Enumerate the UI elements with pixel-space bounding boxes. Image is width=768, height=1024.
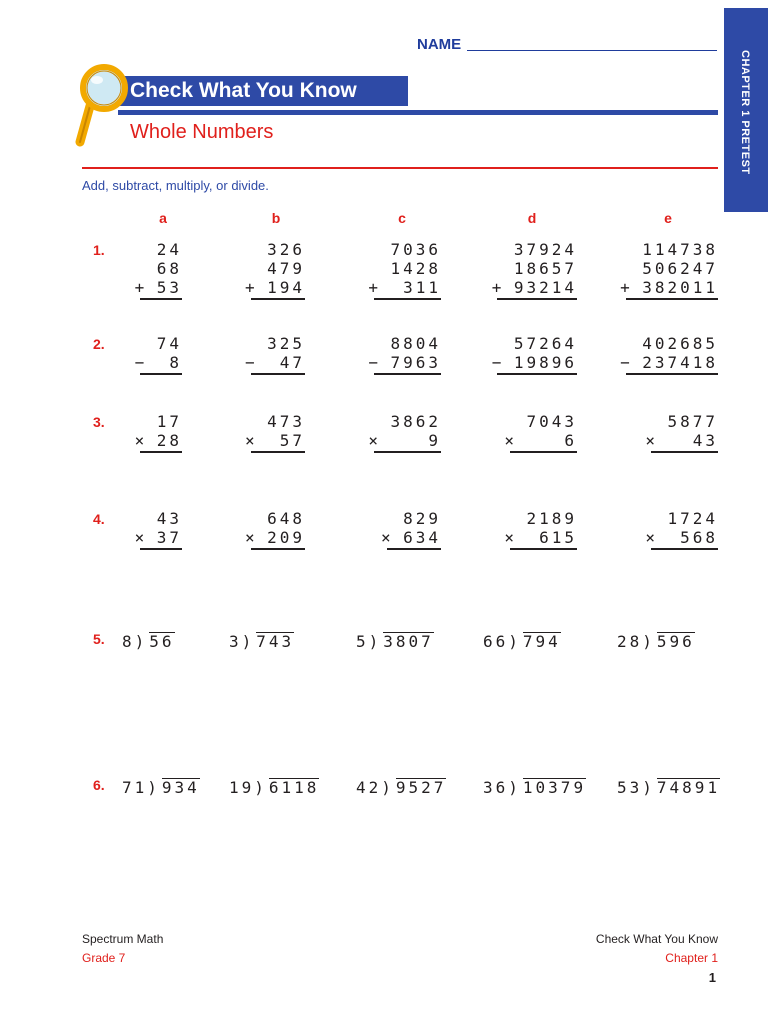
operand: 37	[156, 528, 182, 547]
division-problem-5-a[interactable]	[122, 632, 175, 651]
operator-sign: −	[134, 353, 145, 372]
answer-line	[140, 298, 182, 300]
operand: 93214	[513, 278, 577, 297]
answer-line	[251, 548, 305, 550]
division-problem-5-c[interactable]	[356, 632, 434, 651]
operand-line	[598, 353, 718, 372]
column-letter-d: d	[527, 210, 537, 226]
operator-sign: ×	[380, 528, 391, 547]
operator-sign: ×	[645, 528, 655, 547]
operator-sign: −	[620, 353, 630, 372]
operand-line	[185, 431, 305, 450]
operator-sign: −	[491, 353, 502, 372]
operator-sign: −	[244, 353, 255, 372]
operand-line	[457, 412, 577, 431]
page-title: Check What You Know	[130, 79, 357, 102]
operand-line	[457, 240, 577, 259]
section-divider	[82, 167, 718, 169]
operand-line	[62, 278, 182, 297]
operand-line	[321, 528, 441, 547]
divisor: 36	[483, 778, 509, 797]
division-bracket: )	[147, 778, 160, 797]
footer-series: Spectrum Math	[82, 932, 164, 946]
column-letter-c: c	[398, 210, 406, 226]
operand: 3862	[390, 412, 441, 431]
divisor: 19	[229, 778, 255, 797]
answer-line	[497, 373, 577, 375]
operator-sign: +	[134, 278, 145, 297]
answer-line	[374, 451, 441, 453]
divisor: 8	[122, 632, 135, 651]
problem-2-e[interactable]	[598, 334, 718, 372]
dividend: 56	[149, 632, 175, 651]
operand: 68	[156, 259, 182, 278]
operand: 326	[267, 240, 305, 259]
problem-4-e[interactable]	[598, 509, 718, 547]
operand-line	[321, 431, 441, 450]
operand: 17	[156, 412, 182, 431]
problem-1-e[interactable]	[598, 240, 718, 297]
problem-4-d[interactable]	[457, 509, 577, 547]
operand-line	[598, 528, 718, 547]
divisor: 5	[356, 632, 369, 651]
division-bracket: )	[508, 778, 521, 797]
division-problem-5-e[interactable]	[617, 632, 695, 651]
dividend: 596	[656, 632, 695, 651]
dividend: 6118	[268, 778, 320, 797]
operator-sign: +	[491, 278, 502, 297]
division-bracket: )	[381, 778, 394, 797]
problem-2-a[interactable]	[62, 334, 182, 372]
operand-line	[321, 412, 441, 431]
operand-line	[185, 412, 305, 431]
answer-line	[387, 548, 441, 550]
problem-4-c[interactable]	[321, 509, 441, 547]
division-bracket: )	[254, 778, 267, 797]
operator-sign: −	[368, 353, 378, 372]
answer-line	[251, 298, 305, 300]
operand-line	[598, 431, 718, 450]
operand: 473	[267, 412, 305, 431]
title-divider	[118, 110, 718, 115]
column-letter-e: e	[664, 210, 672, 226]
divisor: 42	[356, 778, 382, 797]
division-bracket: )	[508, 632, 521, 651]
problem-2-d[interactable]	[457, 334, 577, 372]
operator-sign: +	[244, 278, 255, 297]
division-problem-6-b[interactable]	[229, 778, 319, 797]
operand-line	[321, 278, 441, 297]
footer-section: Check What You Know	[595, 932, 718, 946]
operand-line	[457, 509, 577, 528]
operator-sign: ×	[645, 431, 655, 450]
problem-3-a[interactable]	[62, 412, 182, 450]
problem-3-c[interactable]	[321, 412, 441, 450]
operand: 615	[539, 528, 577, 547]
problem-3-b[interactable]	[185, 412, 305, 450]
operand: 2189	[526, 509, 577, 528]
operand-line	[598, 278, 718, 297]
answer-line	[374, 373, 441, 375]
answer-line	[140, 373, 182, 375]
operand: 1428	[390, 259, 441, 278]
name-label: NAME	[417, 36, 462, 53]
operand: 8804	[390, 334, 441, 353]
divisor: 3	[229, 632, 242, 651]
operand: 402685	[642, 334, 718, 353]
name-field-line[interactable]	[467, 50, 717, 51]
footer-grade: Grade 7	[82, 951, 126, 965]
division-problem-5-b[interactable]	[229, 632, 294, 651]
operand-line	[185, 509, 305, 528]
footer-chapter: Chapter 1	[665, 951, 718, 965]
operator-sign: ×	[244, 431, 255, 450]
operand: 24	[156, 240, 182, 259]
dividend: 74891	[656, 778, 721, 797]
operand: 7963	[390, 353, 441, 372]
operand: 568	[680, 528, 718, 547]
dividend: 10379	[522, 778, 587, 797]
operand: 5877	[667, 412, 718, 431]
operand: 53	[156, 278, 182, 297]
operand-line	[62, 528, 182, 547]
division-bracket: )	[134, 632, 148, 651]
operand: 829	[403, 509, 441, 528]
operand-line	[598, 509, 718, 528]
operand-line	[62, 240, 182, 259]
operand-line	[185, 278, 305, 297]
problem-row-number: 1.	[93, 242, 105, 258]
operand: 28	[156, 431, 182, 450]
operand-line	[457, 528, 577, 547]
operand-line	[62, 412, 182, 431]
operand: 6	[564, 431, 577, 450]
page-number: 1	[708, 970, 716, 985]
operand: 37924	[513, 240, 577, 259]
operand-line	[185, 353, 305, 372]
operand-line	[457, 353, 577, 372]
operand-line	[598, 259, 718, 278]
division-problem-6-e[interactable]	[617, 778, 720, 797]
chapter-side-tab-label: CHAPTER 1 PRETEST	[739, 49, 751, 175]
problem-2-c[interactable]	[321, 334, 441, 372]
dividend: 9527	[395, 778, 447, 797]
operand-line	[598, 334, 718, 353]
operator-sign: ×	[504, 431, 514, 450]
problem-1-d[interactable]	[457, 240, 577, 297]
problem-row-number: 6.	[93, 777, 105, 793]
operand: 114738	[642, 240, 718, 259]
division-problem-6-d[interactable]	[483, 778, 586, 797]
operand-line	[321, 353, 441, 372]
problem-1-a[interactable]	[62, 240, 182, 297]
problem-4-a[interactable]	[62, 509, 182, 547]
operand-line	[62, 334, 182, 353]
operand: 8	[169, 353, 182, 372]
operand-line	[598, 240, 718, 259]
answer-line	[626, 298, 718, 300]
operand: 325	[267, 334, 305, 353]
answer-line	[251, 373, 305, 375]
instructions: Add, subtract, multiply, or divide.	[82, 178, 269, 193]
operand: 382011	[642, 278, 718, 297]
operand: 47	[279, 353, 305, 372]
column-letter-b: b	[271, 210, 281, 226]
operator-sign: +	[368, 278, 378, 297]
answer-line	[626, 373, 718, 375]
operand: 43	[156, 509, 182, 528]
operand: 9	[428, 431, 441, 450]
division-bracket: )	[642, 778, 655, 797]
operand: 7043	[526, 412, 577, 431]
operand-line	[62, 509, 182, 528]
problem-4-b[interactable]	[185, 509, 305, 547]
operand: 237418	[642, 353, 718, 372]
operand: 648	[267, 509, 305, 528]
answer-line	[374, 298, 441, 300]
answer-line	[140, 548, 182, 550]
operand: 1724	[667, 509, 718, 528]
answer-line	[651, 451, 718, 453]
problem-3-d[interactable]	[457, 412, 577, 450]
division-problem-6-a[interactable]	[122, 778, 200, 797]
operand-line	[185, 528, 305, 547]
answer-line	[510, 548, 577, 550]
division-bracket: )	[368, 632, 382, 651]
operand: 43	[692, 431, 718, 450]
division-bracket: )	[241, 632, 255, 651]
operand-line	[185, 240, 305, 259]
problem-row-number: 3.	[93, 414, 105, 430]
operand: 506247	[642, 259, 718, 278]
operand-line	[321, 240, 441, 259]
dividend: 794	[522, 632, 561, 651]
divisor: 28	[617, 632, 643, 651]
operand: 19896	[513, 353, 577, 372]
problem-row-number: 2.	[93, 336, 105, 352]
operand: 311	[403, 278, 441, 297]
operand-line	[321, 509, 441, 528]
dividend: 934	[161, 778, 200, 797]
answer-line	[497, 298, 577, 300]
problem-row-number: 4.	[93, 511, 105, 527]
operand: 634	[403, 528, 441, 547]
operand-line	[62, 259, 182, 278]
divisor: 66	[483, 632, 509, 651]
divisor: 53	[617, 778, 643, 797]
operand-line	[62, 431, 182, 450]
operand: 57	[279, 431, 305, 450]
operand-line	[185, 259, 305, 278]
division-problem-6-c[interactable]	[356, 778, 446, 797]
page-subtitle: Whole Numbers	[130, 121, 274, 143]
dividend: 743	[256, 632, 295, 651]
operand: 209	[267, 528, 305, 547]
operand-line	[457, 334, 577, 353]
problem-1-c[interactable]	[321, 240, 441, 297]
answer-line	[251, 451, 305, 453]
operand-line	[321, 259, 441, 278]
operand-line	[457, 278, 577, 297]
problem-3-e[interactable]	[598, 412, 718, 450]
operand-line	[62, 353, 182, 372]
magnifier-icon	[74, 64, 130, 148]
operand-line	[321, 334, 441, 353]
operator-sign: +	[620, 278, 630, 297]
operand-line	[457, 259, 577, 278]
operator-sign: ×	[134, 431, 145, 450]
operand: 479	[267, 259, 305, 278]
problem-row-number: 5.	[93, 631, 105, 647]
operator-sign: ×	[244, 528, 255, 547]
operand: 18657	[513, 259, 577, 278]
operand: 194	[267, 278, 305, 297]
operand-line	[598, 412, 718, 431]
operand-line	[185, 334, 305, 353]
problem-2-b[interactable]	[185, 334, 305, 372]
problem-1-b[interactable]	[185, 240, 305, 297]
operand: 57264	[513, 334, 577, 353]
operand-line	[457, 431, 577, 450]
dividend: 3807	[383, 632, 434, 651]
division-bracket: )	[642, 632, 655, 651]
division-problem-5-d[interactable]	[483, 632, 561, 651]
operator-sign: ×	[368, 431, 378, 450]
operator-sign: ×	[134, 528, 145, 547]
column-letter-a: a	[159, 210, 167, 226]
answer-line	[510, 451, 577, 453]
divisor: 71	[122, 778, 148, 797]
operand: 74	[156, 334, 182, 353]
answer-line	[140, 451, 182, 453]
answer-line	[651, 548, 718, 550]
operator-sign: ×	[504, 528, 514, 547]
operand: 7036	[390, 240, 441, 259]
